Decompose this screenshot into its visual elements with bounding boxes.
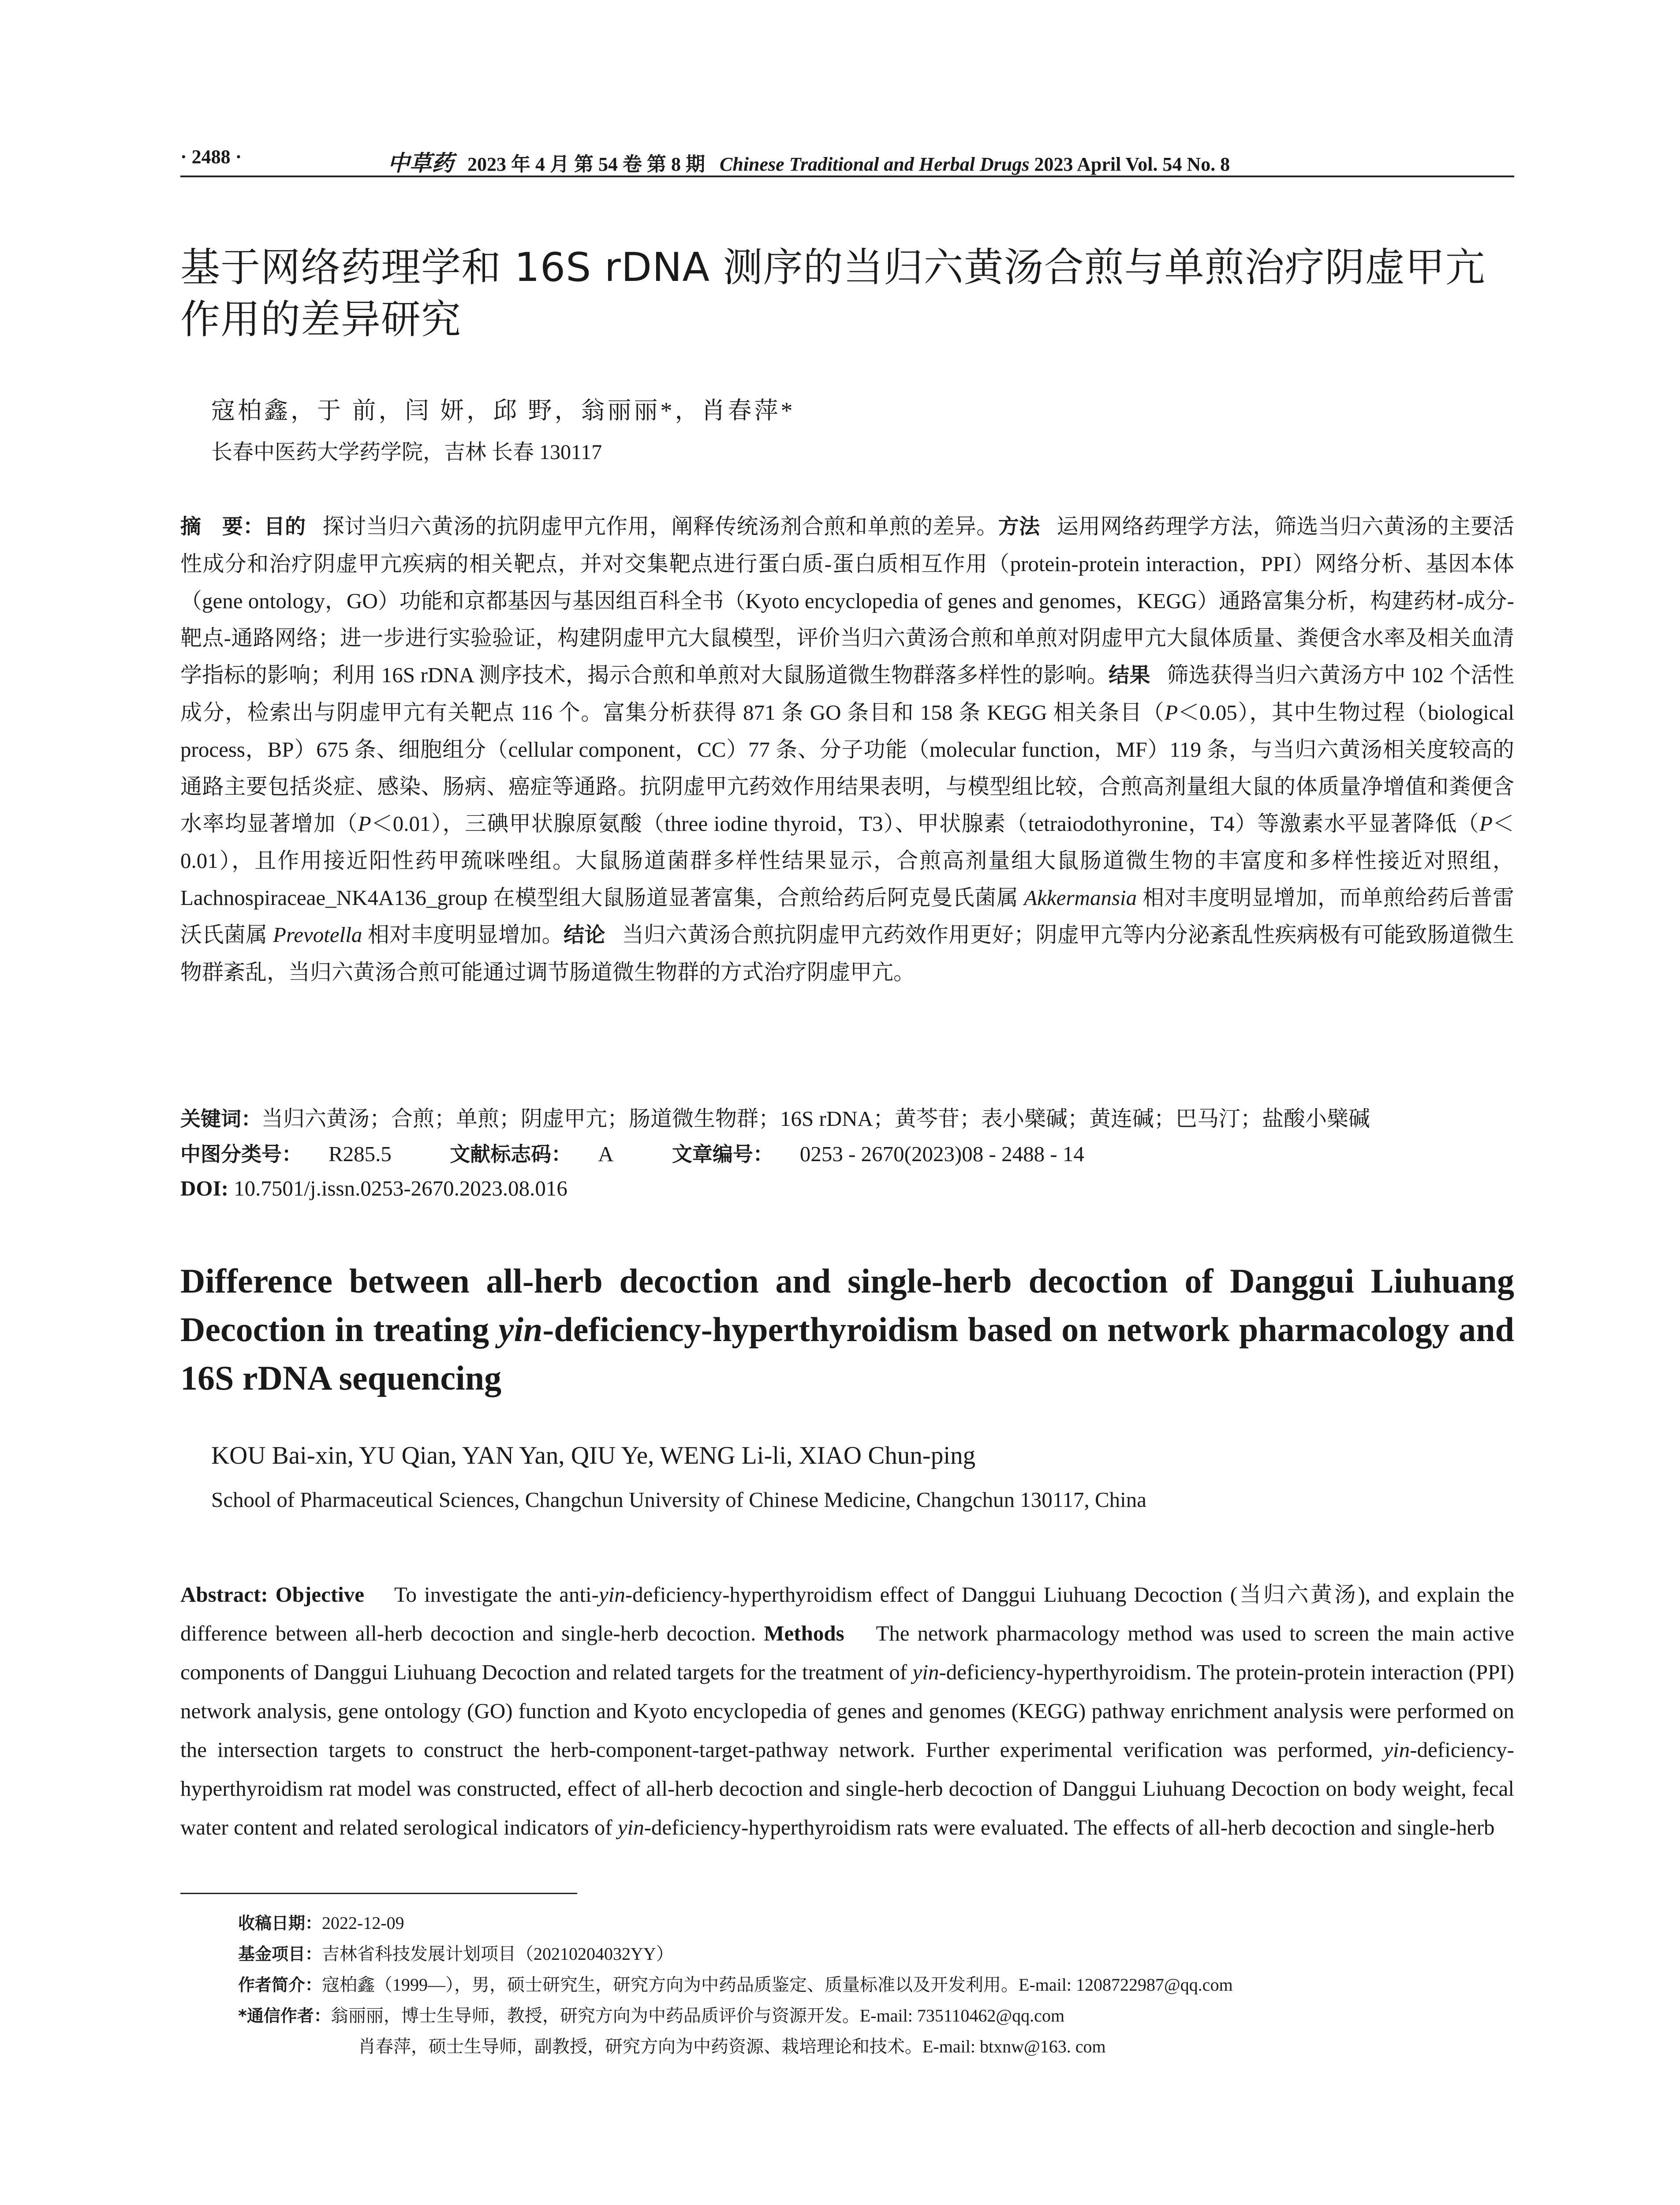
corresponding-author-2: 肖春萍，硕士生导师，副教授，研究方向为中药资源、栽培理论和技术。E-mail: btxnw@163. com <box>358 2037 1106 2056</box>
fund-label: 基金项目： <box>238 1944 322 1964</box>
journal-line <box>388 146 1230 177</box>
corresponding-label: *通信作者： <box>238 2006 331 2026</box>
issue-en: 2023 April Vol. 54 No. 8 <box>1034 153 1230 175</box>
methods-en-label: Methods <box>764 1621 844 1645</box>
title-cn: 基于网络药理学和 16S rDNA 测序的当归六黄汤合煎与单煎治疗阴虚甲亢作用的差异研究 <box>180 244 1486 343</box>
results-label: 结果 <box>1109 663 1150 688</box>
title-en-italic: yin <box>498 1310 543 1349</box>
p-symbol: P <box>1165 700 1178 725</box>
doi-line <box>180 1173 1514 1204</box>
abstract-cn <box>180 508 1514 991</box>
yin-italic: yin <box>1383 1738 1410 1762</box>
author-bio-text: 寇柏鑫（1999—），男，硕士研究生，研究方向为中药品质鉴定、质量标准以及开发利用。E-mail: 1208722987@qq.com <box>322 1975 1233 1995</box>
results-text: 相对丰度明显增加，而单煎给药后普雷沃氏菌属 <box>180 886 1514 947</box>
abstract-en-text: -deficiency-hyperthyroidism. The protein-protein interaction (PPI) network analysis, gene ontology (GO) function and Kyoto encyclopedia of genes and genomes (KEGG) pathway enrichment analysis were performed on the intersection targets to construct the herb-component-target-pathway network. Further experimental verification was performed, <box>180 1660 1514 1762</box>
title-en-part: -deficiency-hyperthyroidism based on network pharmacology and 16S rDNA sequencing <box>180 1310 1514 1397</box>
objective-text: 探讨当归六黄汤的抗阴虚甲亢作用，阐释传统汤剂合煎和单煎的差异。 <box>322 514 998 538</box>
keywords-label: 关键词： <box>180 1107 261 1131</box>
yin-italic: yin <box>912 1660 939 1684</box>
doc-code-label: 文献标志码： <box>450 1142 572 1166</box>
affiliation-en: School of Pharmaceutical Sciences, Changchun University of Chinese Medicine, Changchun 130117, China <box>211 1487 1147 1512</box>
results-text: 筛选获得当归六黄汤方中 102 个活性成分，检索出与阴虚甲亢有关靶点 116 个。富集分析获得 871 条 GO 条目和 158 条 KEGG 相关条目（ <box>180 663 1515 725</box>
results-text: 相对丰度明显增加。 <box>362 923 564 947</box>
footnote-received <box>238 1910 404 1937</box>
author-bio-label: 作者简介： <box>238 1975 322 1995</box>
authors-cn: 寇柏鑫，于 前，闫 妍，邱 野，翁丽丽*，肖春萍* <box>211 397 795 424</box>
title-en-part: Difference between all-herb decoction and single-herb decoction of Danggui Liuhuang Decoction in treating <box>180 1262 1514 1349</box>
conclusion-label: 结论 <box>564 923 605 947</box>
footnote-fund <box>238 1940 674 1968</box>
footnote-corresponding <box>238 2002 1064 2029</box>
affiliation-cn: 长春中医药大学药学院，吉林 长春 130117 <box>211 441 602 464</box>
results-text: ＜0.01），三碘甲状腺原氨酸（three iodine thyroid，T3）、甲状腺素（tetraiodothyronine，T4）等激素水平显著降低（ <box>371 811 1480 836</box>
journal-name-en: Chinese Traditional and Herbal Drugs <box>720 153 1030 175</box>
issue-cn: 2023 年 4 月 第 54 卷 第 8 期 <box>467 153 705 175</box>
abstract-en-label: Abstract: <box>180 1582 268 1607</box>
received-label: 收稿日期： <box>238 1913 322 1933</box>
page-number: · 2488 · <box>180 146 242 168</box>
doi-link[interactable]: 10.7501/j.issn.0253-2670.2023.08.016 <box>234 1176 567 1200</box>
abstract-en-text: -deficiency-hyperthyroidism rat model was constructed, effect of all-herb decoction and single-herb decoction of Danggui Liuhuang Decoction on body weight, fecal water content and related serological indicators of <box>180 1738 1514 1839</box>
methods-label: 方法 <box>998 515 1040 539</box>
classification-line <box>180 1139 1514 1170</box>
footnote-corresponding-2 <box>358 2033 1106 2060</box>
abstract-en <box>180 1575 1514 1847</box>
yin-italic: yin <box>599 1582 625 1607</box>
footnote-author <box>238 1971 1233 1999</box>
received-date: 2022-12-09 <box>322 1913 404 1933</box>
objective-en-label: Objective <box>275 1582 365 1607</box>
objective-label: 目的 <box>264 515 306 539</box>
fund-text: 吉林省科技发展计划项目（20210204032YY） <box>322 1944 674 1964</box>
authors-en: KOU Bai-xin, YU Qian, YAN Yan, QIU Ye, WENG Li-li, XIAO Chun-ping <box>211 1442 976 1469</box>
doc-code-value: A <box>598 1142 614 1166</box>
article-number-label: 文章编号： <box>672 1142 773 1166</box>
clc-label: 中图分类号： <box>180 1142 302 1166</box>
p-symbol: P <box>358 811 371 836</box>
yin-italic: yin <box>617 1815 644 1839</box>
clc-value: R285.5 <box>329 1142 392 1166</box>
running-header <box>180 140 1514 180</box>
genus-prevotella: Prevotella <box>273 923 362 947</box>
header-rule <box>180 176 1514 177</box>
title-en <box>180 1257 1514 1402</box>
corresponding-author-1: 翁丽丽，博士生导师，教授，研究方向为中药品质评价与资源开发。E-mail: 735110462@qq.com <box>330 2006 1065 2026</box>
results-text: ＜0.01），且作用接近阳性药甲巯咪唑组。大鼠肠道菌群多样性结果显示，合煎高剂量组大鼠肠道微生物的丰富度和多样性接近对照组，Lachnospiraceae_NK4A136_group 在模型组大鼠肠道显著富集，合煎给药后阿克曼氏菌属 <box>180 811 1514 910</box>
abstract-en-text: To investigate the anti- <box>394 1582 599 1607</box>
doi-label: DOI: <box>180 1176 228 1200</box>
keywords-text: 当归六黄汤；合煎；单煎；阴虚甲亢；肠道微生物群；16S rDNA；黄芩苷；表小檗碱；黄连碱；巴马汀；盐酸小檗碱 <box>261 1106 1370 1131</box>
keywords <box>180 1103 1514 1134</box>
abstract-label: 摘 要： <box>180 515 264 539</box>
journal-logo-cn: 中草药 <box>388 151 454 176</box>
article-number-value: 0253 - 2670(2023)08 - 2488 - 14 <box>799 1142 1084 1166</box>
p-symbol: P <box>1479 811 1493 836</box>
results-text: ＜0.05），其中生物过程（biological process，BP）675 条、细胞组分（cellular component，CC）77 条、分子功能（molecular function，MF）119 条，与当归六黄汤相关度较高的通路主要包括炎症、感染、肠病、癌症等通路。抗阴虚甲亢药效作用结果表明，与模型组比较，合煎高剂量组大鼠的体质量净增值和粪便含水率均显著增加（ <box>180 700 1514 836</box>
footnote-rule <box>180 1893 577 1894</box>
methods-text: 运用网络药理学方法，筛选当归六黄汤的主要活性成分和治疗阴虚甲亢疾病的相关靶点，并对交集靶点进行蛋白质-蛋白质相互作用（protein-protein interaction，PPI）网络分析、基因本体（gene ontology，GO）功能和京都基因与基因组百科全书（Kyoto encyclopedia of genes and genomes，KEGG）通路富集分析，构建药材-成分-靶点-通路网络；进一步进行实验验证，构建阴虚甲亢大鼠模型，评价当归六黄汤合煎和单煎对阴虚甲亢大鼠体质量、粪便含水率及相关血清学指标的影响；利用 16S rDNA 测序技术，揭示合煎和单煎对大鼠肠道微生物群落多样性的影响。 <box>180 514 1515 687</box>
abstract-en-text: -deficiency-hyperthyroidism effect of Danggui Liuhuang Decoction (当归六黄汤), and explain the difference between all-herb decoction and single-herb decoction. <box>180 1582 1515 1645</box>
abstract-en-text: -deficiency-hyperthyroidism rats were evaluated. The effects of all-herb decoction and single-herb <box>644 1815 1495 1839</box>
genus-akkermansia: Akkermansia <box>1024 886 1137 910</box>
conclusion-text: 当归六黄汤合煎抗阴虚甲亢药效作用更好；阴虚甲亢等内分泌紊乱性疾病极有可能致肠道微生物群紊乱，当归六黄汤合煎可能通过调节肠道微生物群的方式治疗阴虚甲亢。 <box>180 923 1514 984</box>
abstract-en-text: The network pharmacology method was used to screen the main active components of Danggui Liuhuang Decoction and related targets for the treatment of <box>180 1621 1515 1684</box>
